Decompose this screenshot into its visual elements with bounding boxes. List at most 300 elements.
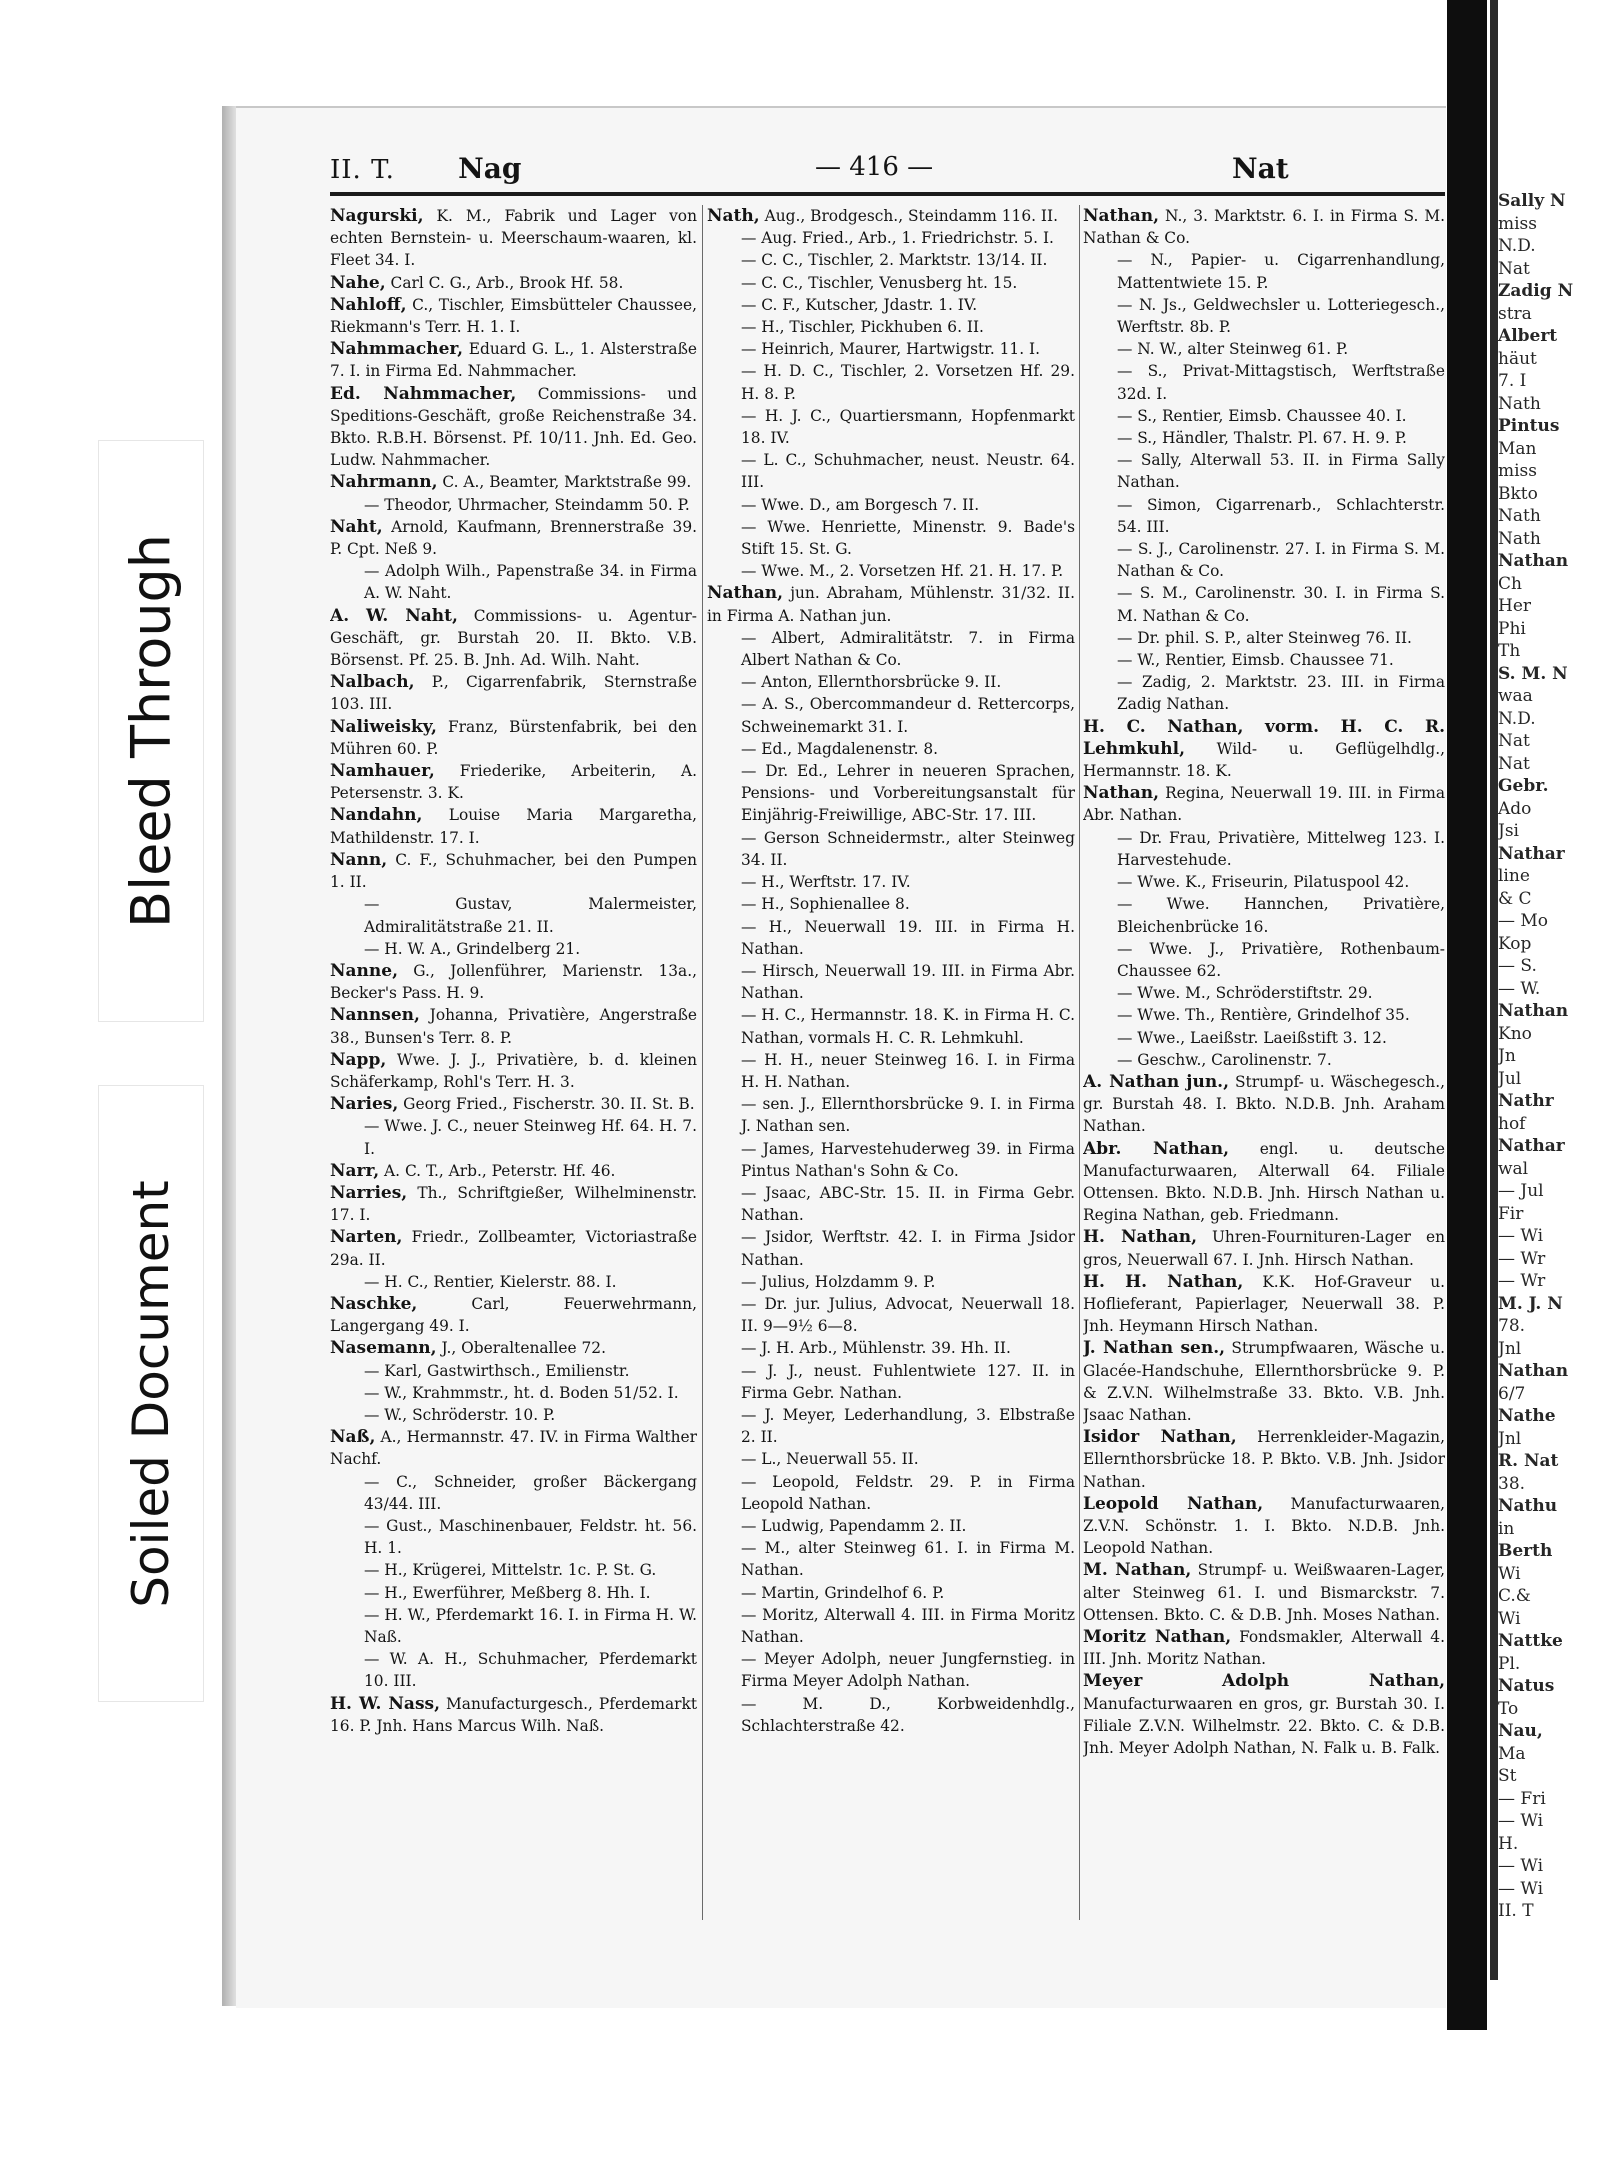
directory-entry (707, 671, 1075, 693)
entry-subline: — Jsaac, ABC-Str. 15. II. in Firma Gebr. Nathan. (741, 1183, 1075, 1225)
directory-entry (1083, 205, 1445, 249)
facing-page-line: 78. (1498, 1316, 1526, 1336)
entry-details: Th., Schriftgießer, Wilhelminenstr. 17. I. (330, 1183, 697, 1225)
entry-subline: — H., Ewerführer, Meßberg 8. Hh. I. (364, 1583, 651, 1602)
directory-entry (1083, 827, 1445, 871)
directory-entry (1083, 338, 1445, 360)
entry-details: N., 3. Marktstr. 6. I. in Firma S. M. Nathan & Co. (1083, 207, 1445, 248)
entry-subline: — Ed., Magdalenenstr. 8. (741, 739, 939, 758)
entry-surname: Nathan, (1083, 206, 1160, 226)
directory-entry (707, 1138, 1075, 1182)
directory-entry (707, 960, 1075, 1004)
facing-page-line: — Wi (1498, 1856, 1544, 1876)
entry-surname: H. Nathan, (1083, 1227, 1198, 1248)
soiled-document-label (98, 1085, 204, 1702)
entry-surname: H. W. Nass, (330, 1693, 441, 1714)
facing-page-line: Phi (1498, 618, 1526, 639)
facing-page-line: Ch (1498, 573, 1522, 594)
bleed-through-label (98, 440, 204, 1022)
entry-surname: Nagurski, (330, 206, 424, 226)
directory-entry (1083, 649, 1445, 671)
directory-entry (330, 338, 697, 382)
directory-entry (1083, 782, 1445, 826)
entry-surname: Nanne, (330, 960, 399, 981)
entry-details: Carl C. G., Arb., Brook Hf. 58. (385, 273, 624, 292)
directory-entry (1083, 871, 1445, 893)
entry-subline: — H., Krügerei, Mittelstr. 1c. P. St. G. (364, 1561, 657, 1580)
directory-entry (330, 1271, 697, 1293)
facing-page-line: Nathr (1498, 1091, 1554, 1111)
entry-subline: — N. W., alter Steinweg 61. P. (1117, 340, 1349, 359)
facing-page-line: St (1498, 1766, 1517, 1786)
entry-details: Commissions- u. Agentur-Geschäft, gr. Burstah 20. II. Bkto. V.B. Börsenst. Pf. 25. B. Jnh. Ad. Wilh. Naht. (330, 606, 697, 670)
entry-subline: — Aug. Fried., Arb., 1. Friedrichstr. 5. I. (741, 229, 1054, 248)
entry-surname: Nath, (707, 206, 760, 226)
entry-details: J., Oberaltenallee 72. (436, 1339, 606, 1358)
directory-entry (1083, 1138, 1445, 1227)
entry-surname: Naliweisky, (330, 716, 437, 737)
facing-page-line: waa (1498, 686, 1533, 706)
entry-surname: Nandahn, (330, 805, 423, 826)
entry-subline: — C., Schneider, großer Bäckergang 43/44. III. (364, 1472, 697, 1513)
directory-entry (1083, 982, 1445, 1004)
entry-subline: — Ludwig, Papendamm 2. II. (741, 1516, 967, 1535)
facing-page-line: stra (1498, 303, 1532, 324)
entry-subline: — C. F., Kutscher, Jdastr. 1. IV. (741, 295, 978, 314)
directory-column-1 (330, 205, 697, 1935)
facing-page-line: Bkto (1498, 483, 1538, 504)
directory-entry (707, 338, 1075, 360)
facing-page-line: Man (1498, 438, 1537, 459)
entry-subline: — Wwe. J. C., neuer Steinweg Hf. 64. H. 7. I. (364, 1117, 697, 1158)
directory-entry (330, 938, 697, 960)
directory-entry (330, 1693, 697, 1737)
directory-entry (330, 960, 697, 1004)
entry-details: Commissions- und Speditions-Geschäft, große Reichenstraße 34. Bkto. R.B.H. Börsenst. Pf. 10/11. Jnh. Ed. Geo. Ludw. Nahmmacher. (330, 384, 697, 470)
entry-details: A. C. T., Arb., Peterstr. Hf. 46. (379, 1161, 616, 1180)
entry-surname: Nannsen, (330, 1005, 420, 1026)
entry-subline: — S., Händler, Thalstr. Pl. 67. H. 9. P. (1117, 429, 1407, 448)
entry-surname: Nahmmacher, (330, 339, 464, 360)
directory-entry (330, 1559, 697, 1581)
entry-details: Wild- u. Geflügelhdlg., Hermannstr. 18. K. (1083, 739, 1445, 781)
directory-entry (1083, 1226, 1445, 1270)
facing-page-line: Kop (1498, 933, 1532, 954)
entry-surname: Meyer Adolph Nathan, (1083, 1671, 1445, 1692)
directory-entry (330, 1404, 697, 1426)
directory-entry (330, 1004, 697, 1048)
entry-subline: — W., Rentier, Eimsb. Chaussee 71. (1117, 651, 1394, 670)
entry-subline: — Dr. phil. S. P., alter Steinweg 76. II. (1117, 628, 1412, 647)
entry-subline: — L., Neuerwall 55. II. (741, 1450, 919, 1469)
entry-subline: — W. A. H., Schuhmacher, Pferdemarkt 10. III. (364, 1650, 697, 1691)
directory-entry (707, 449, 1075, 493)
entry-subline: — H. C., Hermannstr. 18. K. in Firma H. C. Nathan, vormals H. C. R. Lehmkuhl. (741, 1006, 1075, 1047)
facing-page-line: Th (1498, 641, 1521, 661)
entry-subline: — Zadig, 2. Marktstr. 23. III. in Firma Zadig Nathan. (1117, 673, 1445, 714)
directory-entry (707, 627, 1075, 671)
directory-entry (330, 1515, 697, 1559)
entry-subline: — Sally, Alterwall 53. II. in Firma Sally Nathan. (1117, 451, 1445, 492)
entry-surname: Nann, (330, 849, 388, 870)
directory-entry (1083, 1004, 1445, 1026)
entry-subline: — Dr. Ed., Lehrer in neueren Sprachen, Pensions- und Vorbereitungsanstalt für Einjährig-Freiwillige, ABC-Str. 17. III. (741, 762, 1075, 825)
entry-details: Johanna, Privatière, Angerstraße 38., Bunsen's Terr. 8. P. (330, 1006, 697, 1047)
entry-details: Eduard G. L., 1. Alsterstraße 7. I. in Firma Ed. Nahmmacher. (330, 340, 697, 381)
entry-subline: — Gust., Maschinenbauer, Feldstr. ht. 56. H. 1. (364, 1516, 697, 1558)
entry-details: Uhren-Fournituren-Lager en gros, Neuerwall 67. I. Jnh. Hirsch Nathan. (1083, 1228, 1445, 1269)
facing-page-line: Jnl (1498, 1338, 1522, 1359)
entry-subline: — H. C., Rentier, Kielerstr. 88. I. (364, 1272, 617, 1291)
entry-details: K.K. Hof-Graveur u. Hoflieferant, Papierlager, Neuerwall 38. P. Jnh. Heymann Hirsch Nathan. (1083, 1272, 1445, 1336)
facing-page-line: Pl. (1498, 1653, 1521, 1674)
entry-subline: — Geschw., Carolinenstr. 7. (1117, 1050, 1332, 1069)
entry-details: G., Jollenführer, Marienstr. 13a., Becker's Pass. H. 9. (330, 961, 697, 1003)
directory-entry (1083, 427, 1445, 449)
entry-subline: — H. W. A., Grindelberg 21. (364, 939, 581, 958)
running-header-left (330, 152, 521, 192)
directory-entry (1083, 1426, 1445, 1493)
directory-entry (707, 1293, 1075, 1337)
entry-details: Friedr., Zollbeamter, Victoriastraße 29a. II. (330, 1228, 697, 1269)
facing-page-fragment (1498, 190, 1600, 2010)
directory-entry (330, 1471, 697, 1515)
directory-entry (330, 516, 697, 560)
directory-entry (707, 205, 1075, 227)
facing-page-line: Nathan (1498, 551, 1569, 571)
directory-entry (330, 716, 697, 760)
entry-details: Georg Fried., Fischerstr. 30. II. St. B. (398, 1095, 695, 1114)
directory-entry (707, 227, 1075, 249)
entry-details: Louise Maria Margaretha, Mathildenstr. 17. I. (330, 806, 697, 847)
directory-entry (1083, 538, 1445, 582)
entry-subline: — Moritz, Alterwall 4. III. in Firma Moritz Nathan. (741, 1605, 1075, 1646)
directory-entry (707, 1648, 1075, 1692)
directory-entry (707, 738, 1075, 760)
directory-entry (330, 1582, 697, 1604)
facing-page-line: Nat (1498, 731, 1530, 751)
directory-entry (707, 1093, 1075, 1137)
entry-details: Manufacturwaaren en gros, gr. Burstah 30. I. Filiale Z.V.N. Wilhelmstr. 22. Bkto. C. & D.B. Jnh. Meyer Adolph Nathan, N. Falk u. B. Falk. (1083, 1694, 1445, 1758)
directory-entry (707, 272, 1075, 294)
facing-page-line: Wi (1498, 1563, 1521, 1584)
entry-subline: — N. Js., Geldwechsler u. Lotteriegesch., Werftstr. 8b. P. (1117, 295, 1445, 337)
entry-details: Manufacturgesch., Pferdemarkt 16. P. Jnh. Hans Marcus Wilh. Naß. (330, 1694, 697, 1735)
directory-entry (707, 1337, 1075, 1359)
directory-entry (707, 893, 1075, 915)
entry-subline: — Meyer Adolph, neuer Jungfernstieg. in Firma Meyer Adolph Nathan. (741, 1650, 1075, 1691)
directory-entry (330, 849, 697, 893)
facing-page-line: M. J. N (1498, 1293, 1563, 1314)
facing-page-line: Nath (1498, 506, 1541, 526)
entry-subline: — H. W., Pferdemarkt 16. I. in Firma H. W. Naß. (364, 1605, 697, 1646)
entry-subline: — H., Werftstr. 17. IV. (741, 873, 911, 892)
entry-subline: — S., Rentier, Eimsb. Chaussee 40. I. (1117, 406, 1407, 425)
directory-entry (330, 804, 697, 848)
facing-page-line: Wi (1498, 1608, 1521, 1629)
directory-entry (707, 1182, 1075, 1226)
facing-page-line: S. M. N (1498, 663, 1568, 684)
directory-entry (330, 494, 697, 516)
facing-page-line: Gebr. (1498, 776, 1549, 796)
entry-details: C. F., Schuhmacher, bei den Pumpen 1. II. (330, 850, 697, 892)
directory-entry (330, 205, 697, 272)
entry-subline: — H. D. C., Tischler, 2. Vorsetzen Hf. 29. H. 8. P. (741, 362, 1075, 403)
facing-page-line: — Fri (1498, 1788, 1546, 1809)
entry-subline: — Dr. Frau, Privatière, Mittelweg 123. I. Harvestehude. (1117, 828, 1445, 869)
bleed-through-text: Bleed Through (119, 534, 183, 928)
entry-subline: — J. H. Arb., Mühlenstr. 39. Hh. II. (741, 1339, 1011, 1358)
facing-page-line: R. Nat (1498, 1451, 1559, 1471)
facing-page-line: N.D. (1498, 236, 1536, 256)
facing-page-line: in (1498, 1518, 1515, 1539)
entry-details: K. M., Fabrik und Lager von echten Bernstein- u. Meerschaum-waaren, kl. Fleet 34. I. (330, 207, 697, 270)
facing-page-line: — W. (1498, 978, 1541, 999)
entry-surname: Namhauer, (330, 761, 435, 782)
facing-page-line: Jn (1498, 1046, 1516, 1066)
directory-entry (1083, 1670, 1445, 1759)
entry-details: Wwe. J. J., Privatière, b. d. kleinen Schäferkamp, Rohl's Terr. H. 3. (330, 1050, 697, 1091)
entry-subline: — Adolph Wilh., Papenstraße 34. in Firma A. W. Naht. (364, 562, 697, 603)
directory-entry (330, 671, 697, 715)
directory-entry (707, 916, 1075, 960)
facing-page-line: Zadig N (1498, 281, 1574, 301)
directory-entry (707, 560, 1075, 582)
entry-subline: — W., Krahmmstr., ht. d. Boden 51/52. I. (364, 1383, 679, 1402)
entry-surname: Abr. Nathan, (1083, 1138, 1230, 1159)
directory-entry (707, 1004, 1075, 1048)
entry-subline: — Heinrich, Maurer, Hartwigstr. 11. I. (741, 340, 1040, 359)
facing-page-line: H. (1498, 1833, 1519, 1854)
directory-entry (1083, 1493, 1445, 1560)
facing-page-line: Ma (1498, 1743, 1526, 1764)
page-number: — 416 — (815, 152, 934, 182)
directory-entry (330, 1049, 697, 1093)
entry-subline: — S., Privat-Mittagstisch, Werftstraße 32d. I. (1117, 362, 1445, 403)
facing-page-line: 38. (1498, 1473, 1526, 1494)
entry-surname: A. Nathan jun., (1083, 1071, 1230, 1092)
directory-entry (330, 1382, 697, 1404)
entry-subline: — Wwe. J., Privatière, Rothenbaum-Chaussee 62. (1117, 939, 1445, 980)
entry-surname: Naries, (330, 1094, 399, 1115)
directory-entry (330, 1226, 697, 1270)
directory-entry (707, 1404, 1075, 1448)
facing-page-line: — Jul (1498, 1181, 1544, 1201)
entry-details: engl. u. deutsche Manufacturwaaren, Alterwall 64. Filiale Ottensen. Bkto. N.D.B. Jnh. Hirsch Nathan u. Regina Nathan, geb. Friedmann. (1083, 1139, 1445, 1225)
entry-surname: Narten, (330, 1227, 403, 1248)
directory-entry (330, 560, 697, 604)
facing-page-line: miss (1498, 213, 1538, 234)
left-catchword: Nag (458, 152, 522, 185)
entry-subline: — Wwe. Th., Rentière, Grindelhof 35. (1117, 1006, 1410, 1025)
facing-page-line: — Mo (1498, 911, 1549, 931)
directory-entry (1083, 938, 1445, 982)
entry-surname: Nahrmann, (330, 472, 438, 493)
directory-entry (707, 294, 1075, 316)
directory-entry (330, 1426, 697, 1470)
entry-surname: Nathan, (1083, 783, 1160, 804)
entry-subline: — Leopold, Feldstr. 29. P. in Firma Leopold Nathan. (741, 1472, 1075, 1513)
directory-entry (707, 1693, 1075, 1737)
facing-page-line: Nathu (1498, 1496, 1558, 1516)
facing-page-line: Berth (1498, 1541, 1553, 1561)
entry-subline: — H., Neuerwall 19. III. in Firma H. Nathan. (741, 917, 1075, 958)
facing-page-line: Nath (1498, 528, 1541, 549)
directory-entry (707, 360, 1075, 404)
directory-entry (330, 1337, 697, 1359)
facing-page-line: Her (1498, 596, 1532, 616)
entry-subline: — H., Sophienallee 8. (741, 895, 910, 914)
entry-surname: Nasemann, (330, 1338, 437, 1359)
entry-subline: — Gustav, Malermeister, Admiralitätstraße 21. II. (364, 895, 697, 936)
entry-surname: H. H. Nathan, (1083, 1271, 1244, 1292)
facing-page-line: Nathan (1498, 1361, 1569, 1381)
facing-page-line: hof (1498, 1113, 1526, 1134)
facing-page-line: Jsi (1498, 821, 1519, 841)
entry-subline: — Wwe. K., Friseurin, Pilatuspool 42. (1117, 873, 1410, 892)
entry-subline: — Theodor, Uhrmacher, Steindamm 50. P. (364, 495, 690, 514)
facing-page-line: N.D. (1498, 708, 1536, 729)
entry-details: P., Cigarrenfabrik, Sternstraße 103. III. (330, 673, 697, 714)
entry-surname: Moritz Nathan, (1083, 1627, 1232, 1647)
directory-entry (1083, 1049, 1445, 1071)
facing-page-line: line (1498, 866, 1530, 886)
entry-subline: — S. M., Carolinenstr. 30. I. in Firma S. M. Nathan & Co. (1117, 584, 1445, 625)
section-label: II. T. (330, 155, 395, 185)
facing-page-line: Natus (1498, 1676, 1555, 1696)
facing-page-line: Pintus (1498, 416, 1560, 436)
column-divider (702, 205, 703, 1920)
directory-entry (1083, 716, 1445, 783)
directory-entry (707, 827, 1075, 871)
facing-page-line: Nath (1498, 393, 1541, 414)
entry-surname: Naß, (330, 1427, 376, 1448)
entry-subline: — Dr. jur. Julius, Advocat, Neuerwall 18. II. 9—9½ 6—8. (741, 1294, 1075, 1336)
directory-entry (707, 582, 1075, 626)
directory-entry (1083, 671, 1445, 715)
directory-entry (707, 405, 1075, 449)
facing-page-line: Nattke (1498, 1631, 1563, 1651)
entry-subline: — H., Tischler, Pickhuben 6. II. (741, 318, 984, 337)
entry-details: Manufacturwaaren, Z.V.N. Schönstr. 1. I. Bkto. N.D.B. Jnh. Leopold Nathan. (1083, 1494, 1445, 1558)
entry-surname: Nahloff, (330, 294, 407, 315)
column-divider (1079, 205, 1080, 1920)
directory-entry (707, 1360, 1075, 1404)
facing-page-line: Nathar (1498, 843, 1565, 864)
directory-entry (1083, 449, 1445, 493)
entry-subline: — Julius, Holzdamm 9. P. (741, 1272, 936, 1291)
directory-entry (707, 316, 1075, 338)
entry-subline: — Wwe. Hannchen, Privatière, Bleichenbrücke 16. (1117, 895, 1445, 936)
facing-page-line: Jnl (1498, 1428, 1522, 1449)
entry-subline: — C. C., Tischler, Venusberg ht. 15. (741, 273, 1018, 292)
entry-subline: — J. J., neust. Fuhlentwiete 127. II. in Firma Gebr. Nathan. (741, 1361, 1075, 1402)
directory-entry (707, 760, 1075, 827)
entry-subline: — Hirsch, Neuerwall 19. III. in Firma Abr. Nathan. (741, 961, 1075, 1003)
entry-surname: Leopold Nathan, (1083, 1493, 1264, 1514)
facing-page-line: Nathe (1498, 1406, 1556, 1426)
entry-surname: A. W. Naht, (330, 605, 458, 626)
entry-surname: Nathan, (707, 583, 784, 604)
directory-entry (707, 1226, 1075, 1270)
facing-page-line: — Wr (1498, 1271, 1546, 1291)
directory-entry (1083, 1626, 1445, 1670)
facing-page-line: — S. (1498, 956, 1537, 976)
directory-entry (330, 1115, 697, 1159)
entry-subline: — Anton, Ellernthorsbrücke 9. II. (741, 673, 1002, 692)
facing-page-line: Albert (1498, 326, 1558, 346)
directory-entry (707, 1448, 1075, 1470)
entry-details: Fondsmakler, Alterwall 4. III. Jnh. Moritz Nathan. (1083, 1628, 1445, 1669)
directory-entry (330, 294, 697, 338)
directory-entry (707, 1582, 1075, 1604)
entry-surname: Naschke, (330, 1293, 418, 1314)
facing-page-line: miss (1498, 461, 1538, 481)
directory-entry (330, 605, 697, 672)
directory-entry (1083, 1071, 1445, 1138)
facing-page-line: 6/7 (1498, 1383, 1526, 1404)
facing-page-line: Jul (1498, 1068, 1522, 1089)
facing-page-line: — Wr (1498, 1248, 1546, 1269)
directory-entry (1083, 893, 1445, 937)
directory-entry (707, 1271, 1075, 1293)
entry-subline: — James, Harvestehuderweg 39. in Firma Pintus Nathan's Sohn & Co. (741, 1139, 1075, 1180)
entry-surname: M. Nathan, (1083, 1560, 1192, 1581)
entry-subline: — Wwe. Henriette, Minenstr. 9. Bade's Stift 15. St. G. (741, 517, 1075, 559)
facing-page-line: 7. I (1498, 371, 1527, 391)
entry-details: jun. Abraham, Mühlenstr. 31/32. II. in Firma A. Nathan jun. (707, 584, 1075, 625)
page-left-edge (222, 106, 236, 2006)
facing-page-line: Sally N (1498, 191, 1566, 211)
entry-surname: Isidor Nathan, (1083, 1427, 1237, 1448)
soiled-document-text: Soiled Document (122, 1179, 180, 1608)
facing-page-line: wal (1498, 1158, 1529, 1179)
facing-page-line: Nathar (1498, 1136, 1565, 1156)
directory-entry (707, 693, 1075, 737)
entry-details: Carl, Feuerwehrmann, Langergang 49. I. (330, 1294, 697, 1336)
entry-details: Friederike, Arbeiterin, A. Petersenstr. 3. K. (330, 762, 697, 803)
directory-entry (330, 1093, 697, 1115)
directory-entry (707, 1515, 1075, 1537)
entry-surname: H. C. Nathan, vorm. H. C. R. Lehmkuhl, (1083, 716, 1445, 759)
entry-subline: — S. J., Carolinenstr. 27. I. in Firma S. M. Nathan & Co. (1117, 540, 1445, 581)
entry-surname: Narries, (330, 1182, 408, 1203)
facing-page-line: II. T (1498, 1901, 1534, 1921)
entry-subline: — H. H., neuer Steinweg 16. I. in Firma H. H. Nathan. (741, 1050, 1075, 1091)
directory-entry (707, 1537, 1075, 1581)
entry-subline: — H. J. C., Quartiersmann, Hopfenmarkt 18. IV. (741, 406, 1075, 448)
entry-details: Strumpfwaaren, Wäsche u. Glacée-Handschuhe, Ellernthorsbrücke 9. P. & Z.V.N. Wilhelmstraße 33. Bkto. V.B. Jnh. Jsaac Nathan. (1083, 1339, 1445, 1424)
directory-entry (1083, 582, 1445, 626)
facing-page-line: Fir (1498, 1203, 1524, 1224)
directory-entry (707, 1049, 1075, 1093)
header-rule (330, 192, 1445, 196)
directory-entry (330, 272, 697, 294)
directory-entry (1083, 294, 1445, 338)
directory-entry (330, 1293, 697, 1337)
entry-surname: J. Nathan sen., (1083, 1338, 1226, 1359)
entry-details: C., Tischler, Eimsbütteler Chaussee, Riekmann's Terr. H. 1. I. (330, 295, 697, 337)
directory-entry (330, 1160, 697, 1182)
entry-subline: — Jsidor, Werftstr. 42. I. in Firma Jsidor Nathan. (741, 1228, 1075, 1269)
directory-entry (1083, 627, 1445, 649)
directory-entry (330, 893, 697, 937)
directory-entry (1083, 249, 1445, 293)
facing-page-line: — Wi (1498, 1811, 1544, 1831)
facing-page-line: Kno (1498, 1023, 1532, 1044)
directory-entry (1083, 1027, 1445, 1049)
entry-subline: — Wwe., Laeißstr. Laeißstift 3. 12. (1117, 1028, 1387, 1047)
